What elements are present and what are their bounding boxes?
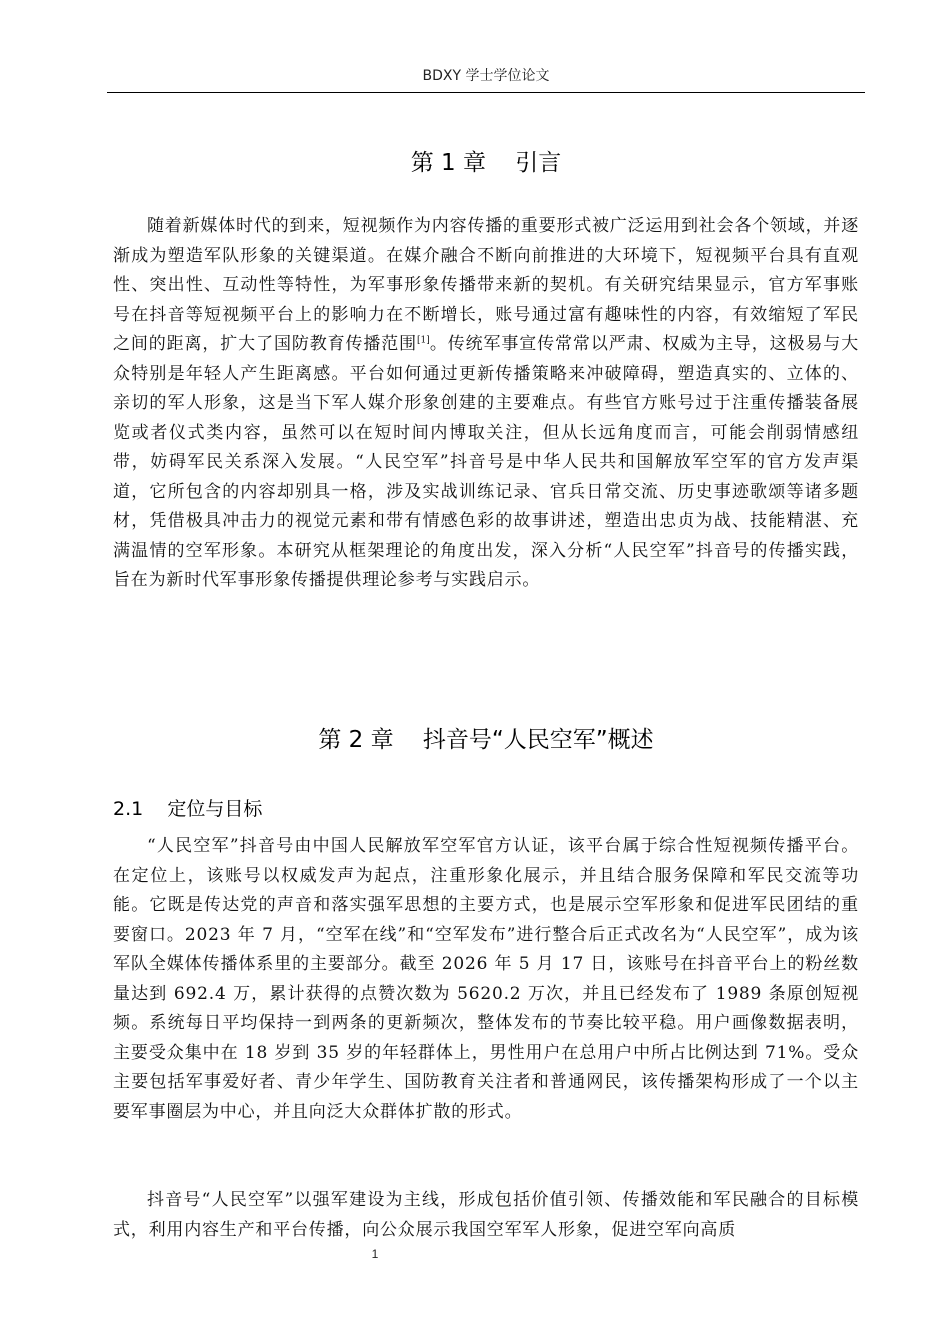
section-2-1-paragraph-2: 抖音号“人民空军”以强军建设为主线，形成包括价值引领、传播效能和军民融合的目标模式，利用内容生产和平台传播，向公众展示我国空军军人形象，促进空军向高质 — [113, 1190, 859, 1240]
section-2-1-paragraph-1: “人民空军”抖音号由中国人民解放军空军官方认证，该平台属于综合性短视频传播平台。在定位上，该账号以权威发声为起点，注重形象化展示，并且结合服务保障和军民交流等功能。它既是传达党的声音和落实强军思想的主要方式，也是展示空军形象和促进军民团结的重要窗口。2023 年 7 月，“空军在线”和“空军发布”进行整合后正式改名为“人民空军”，成为该军队全媒体传播体系里的主要部分。截至 2026 年 5 月 17 日，该账号在抖音平台上的粉丝数量达到 692.4 万，累计获得的点赞次数为 5620.2 万次，并且已经发布了 1989 条原创短视频。系统每日平均保持一到两条的更新频次，整体发布的节奏比较平稳。用户画像数据表明，主要受众集中在 18 岁到 35 岁的年轻群体上，男性用户在总用户中所占比例达到 71%。受众主要包括军事爱好者、青少年学生、国防教育关注者和普通网民，该传播架构形成了一个以主要军事圈层为中心，并且向泛大众群体扩散的形式。 — [113, 836, 859, 1122]
running-header: BDXY 学士学位论文 — [422, 68, 550, 84]
chapter-1-paragraph — [113, 212, 859, 596]
section-2-1-title: 2.1 定位与目标 — [113, 798, 263, 820]
header-divider — [107, 92, 865, 93]
page-number: 1 — [371, 1247, 379, 1261]
chapter-2-title: 第 2 章 抖音号“人民空军”概述 — [318, 727, 654, 753]
citation-marker[interactable]: [1] — [417, 335, 430, 346]
paragraph-text: 随着新媒体时代的到来，短视频作为内容传播的重要形式被广泛运用到社会各个领域，并逐渐成为塑造军队形象的关键渠道。在媒介融合不断向前推进的大环境下，短视频平台具有直观性、突出性、互动性等特性，为军事形象传播带来新的契机。有关研究结果显示，官方军事账号在抖音等短视频平台上的影响力在不断增长，账号通过富有趣味性的内容，有效缩短了军民之间的距离，扩大了国防教育传播范围 — [113, 216, 859, 354]
paragraph-text-continued: 。传统军事宣传常常以严肃、权威为主导，这极易与大众特别是年轻人产生距离感。平台如何通过更新传播策略来冲破障碍，塑造真实的、立体的、亲切的军人形象，这是当下军人媒介形象创建的主要难点。有些官方账号过于注重传播装备展览或者仪式类内容，虽然可以在短时间内博取关注，但从长远角度而言，可能会削弱情感纽带，妨碍军民关系深入发展。“人民空军”抖音号是中华人民共和国解放军空军的官方发声渠道，它所包含的内容却别具一格，涉及实战训练记录、官兵日常交流、历史事迹歌颂等诸多题材，凭借极具冲击力的视觉元素和带有情感色彩的故事讲述，塑造出忠贞为战、技能精湛、充满温情的空军形象。本研究从框架理论的角度出发，深入分析“人民空军”抖音号的传播实践，旨在为新时代军事形象传播提供理论参考与实践启示。 — [113, 334, 859, 590]
chapter-1-title: 第 1 章 引言 — [410, 150, 562, 176]
